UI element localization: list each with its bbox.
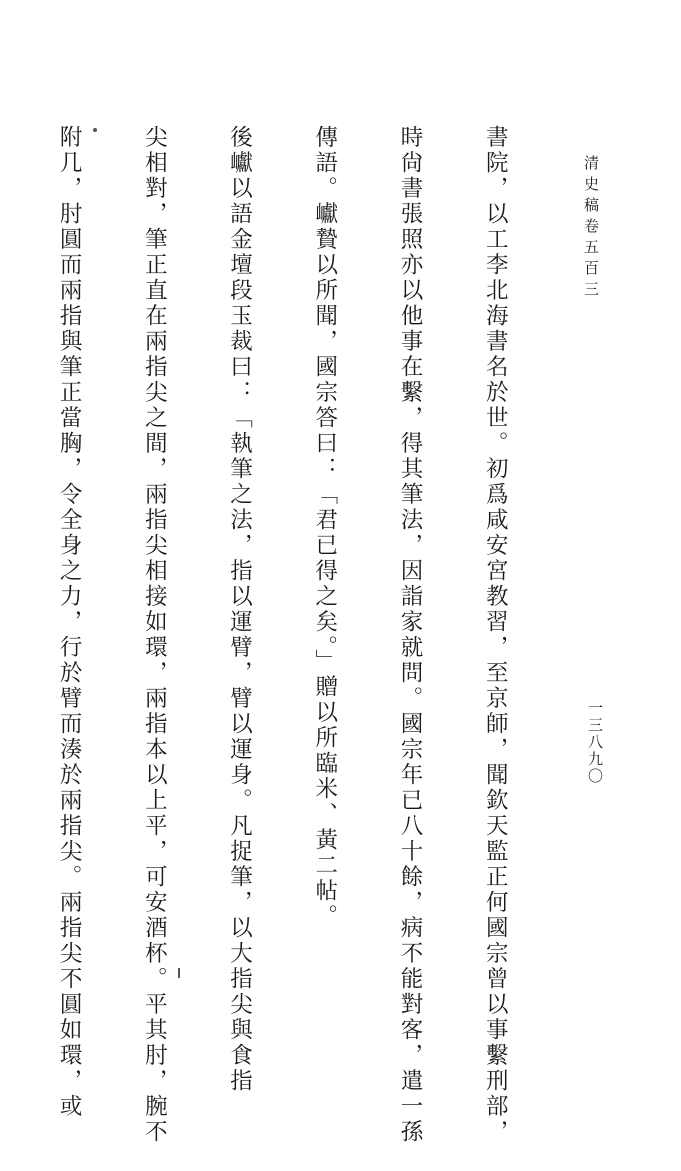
text-column: 書院，以工李北海書名於世。初爲咸安宮教習，至京師，聞欽天監正何國宗曾以事繫刑部， (482, 125, 509, 1145)
text-column: 附几，肘圓而兩指與筆正當胸，令全身之力，行於臂而湊於兩指尖。兩指尖不圓如環，或 (56, 125, 83, 1120)
page-number: 一三八九〇 (586, 700, 604, 785)
text-column: 後巘以語金壇段玉裁曰：「執筆之法，指以運臂，臂以運身。凡捉筆，以大指尖與食指 (226, 125, 253, 1094)
scan-speck (93, 128, 97, 132)
text-column: 時尙書張照亦以他事在繫，得其筆法，因詣家就問。國宗年已八十餘，病不能對客，遣一孫 (396, 125, 423, 1145)
body-text (56, 125, 566, 1145)
scan-mark (178, 968, 180, 978)
text-column: 尖相對，筆正直在兩指尖之間，兩指尖相接如環，兩指本以上平，可安酒杯。平其肘，腕不 (141, 125, 168, 1145)
running-header-title: 清史稿卷五百三 (582, 155, 600, 302)
text-column: 傳語。巘贄以所聞，國宗答曰：「君已得之矣。」贈以所臨米、黃二帖。 (311, 125, 338, 930)
